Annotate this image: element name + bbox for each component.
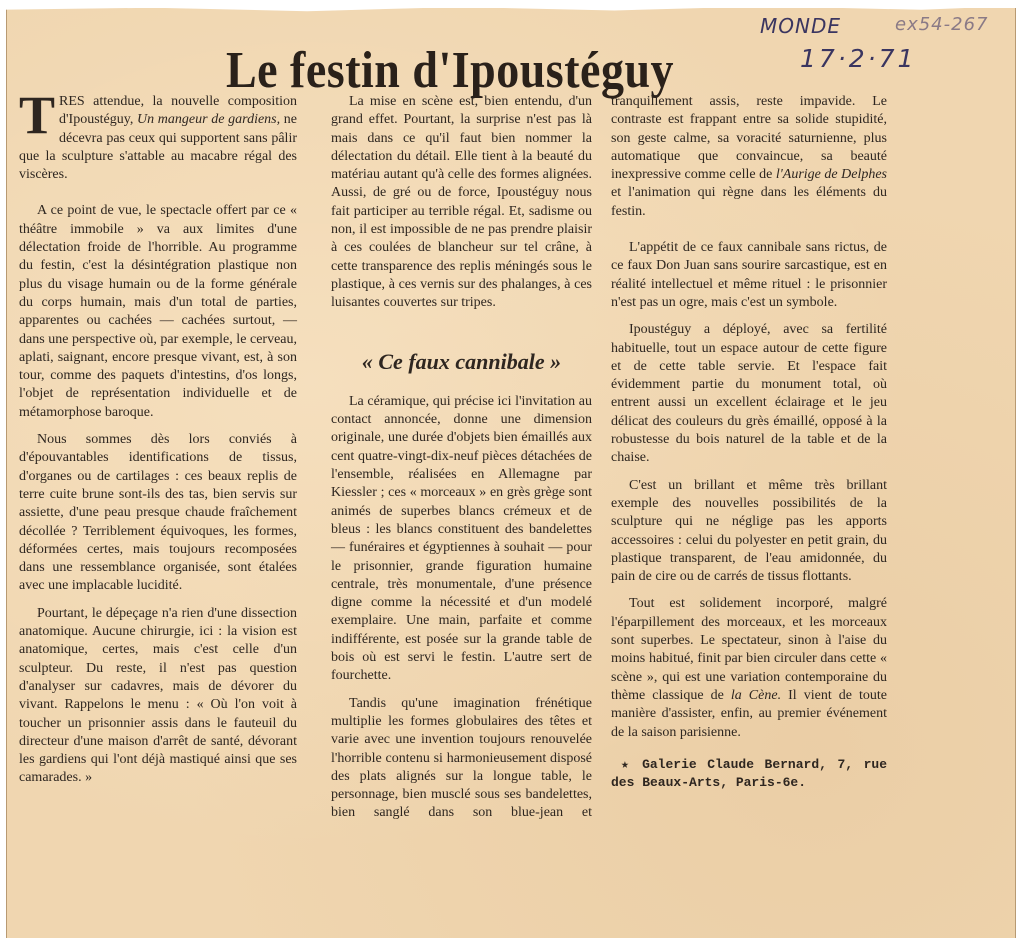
section-subheading — [331, 348, 592, 374]
article-paragraph — [19, 202, 297, 422]
article-column-3 — [611, 93, 887, 805]
paragraph-text: La mise en scène est, bien entendu, d'un grand effet. Pourtant, la surprise n'est pas là mais dans ce qu'il faut bien nommer la délectation du détail. Elle tient à la beauté du matériau autant qu'à celle des formes alignées. Aussi, de gré ou de force, Ipoustéguy nous fait participer au terrible régal. Et, sadisme ou non, il est impossible de ne pas prendre plaisir à ces coulées de blancheur sur tel crâne, à cette transparence des replis méningés sous le plastique, à ces vernis sur des phalanges, à ces luisantes couvertes sur tripes. — [331, 94, 592, 311]
article-paragraph — [611, 93, 887, 221]
handwritten-source: MONDE — [760, 14, 841, 38]
handwritten-reference: ex54-267 — [895, 14, 989, 35]
paragraph-text: RES attendue, la nouvelle composition d'Ipoustéguy, — [59, 94, 297, 128]
paragraph-text: Ipoustéguy a déployé, avec sa fertilité habituelle, tout un espace autour de cette figure et de cette table servie. Et l'espace fait évidemment partie du monument total, où entrent aussi un excellent éclairage et le jeu délicat des couleurs du grès émaillé, opposé à la robustesse du bois naturel de la table et de la chaise. — [611, 322, 887, 466]
italic-title-text: la Cène. — [730, 687, 782, 703]
paragraph-text: C'est un brillant et même très brillant exemple des nouvelles possibilités de la sculpture qui ne néglige pas les apports accessoires : celui du polyester en petit grain, du plastique transparent, de l'eau amidonnée, du pain de cire ou de carrés de tissus flottants. — [611, 477, 887, 585]
article-column-2 — [331, 93, 592, 832]
article-paragraph — [19, 605, 297, 788]
paragraph-text: Nous sommes dès lors conviés à d'épouvantables identifications de tissus, d'organes ou de cartilages : ces beaux replis de terre cuite brune sont-ils des tas, bien servis sur assiette, d'une peau presque chaude fraîchement décollée ? Terriblement équivoques, les formes, déformées certes, mais toujours recomposées dans une ressemblance organisée, sont étalées avec une implacable lucidité. — [19, 432, 297, 594]
paragraph-text: L'appétit de ce faux cannibale sans rictus, de ce faux Don Juan sans sourire sarcastique, est en réalité intellectuel et même rituel : le prisonnier n'est pas un ogre, mais c'est un symbole. — [611, 240, 887, 310]
article-paragraph — [331, 393, 592, 686]
paragraph-text: A ce point de vue, le spectacle offert par ce « théâtre immobile » va aux limites d'une délectation froide de l'horrible. Au programme du festin, c'est la désintégration plastique non plus du visage humain ou de la forme générale du corps humain, mais d'un total de parties, apparentes ou cachées — cachées surtout, — dans une perspective où, par exemple, le cerveau, aplati, saignant, encore presque vivant, est, à son tour, comme des paquets d'intestins, d'os longs, l'objet de représentation individuelle et de métamorphose baroque. — [19, 203, 297, 420]
paragraph-text: Tout est solidement incorporé, malgré l'éparpillement des morceaux, et les morceaux sont superbes. Le spectateur, sinon à l'aise du moins habitué, finit par bien circuler dans cette « scène », qui est une variation contemporaine du thème classique de — [611, 596, 887, 703]
italic-title-text: l'Aurige de Delphes — [775, 167, 887, 183]
article-paragraph — [19, 431, 297, 596]
article-paragraph — [611, 477, 887, 587]
paragraph-text: Il vient de toute manière d'assister, enfin, au premier événement de la saison parisienne. — [611, 687, 887, 740]
article-paragraph — [611, 239, 887, 312]
article-column-1 — [19, 85, 298, 797]
article-paragraph — [611, 595, 887, 741]
paragraph-text: Pourtant, le dépeçage n'a rien d'une dissection anatomique. Aucune chirurgie, ici : la vision est anatomique, certes, mais c'est celle d'un sculpteur. Du reste, il n'est pas question d'analyser sur cadavres, mais de dévorer du vivant. Rappelons le menu : « Où l'on voit à toucher un prisonnier assis dans le fauteuil du directeur d'une maison d'arrêt de santé, dévorant les gardiens qui l'ont déjà mastiqué ainsi que ses camarades. » — [19, 605, 297, 786]
article-paragraph — [19, 85, 298, 184]
gallery-footnote — [611, 756, 887, 792]
paragraph-text: La céramique, qui précise ici l'invitation au contact annoncée, donne une dimension originale, une durée d'objets bien émaillés aux cent quatre-vingt-dix-neuf pièces détachées de l'ensemble, réalisées en Allemagne par Kiessler ; ces « morceaux » en grès grège sont animés de superbes blancs crémeux et de bleus : les blancs constituent des bandelettes — funéraires et égyptiennes à souhait — pour le prisonnier, grande figuration humaine centrale, très monumentale, d'une présence digne comme la nécessité et d'un modelé exemplaire. Une main, parfaite et comme indifférente, est posée sur la grande table de bois où est servi le festin. L'autre sert de fourchette. — [331, 393, 592, 684]
paragraph-text: ★ Galerie Claude Bernard, 7, rue des Beaux-Arts, Paris-6e. — [611, 756, 887, 790]
handwritten-date: 17·2·71 — [800, 44, 917, 73]
paragraph-text: tranquillement assis, reste impavide. Le contraste est frappant entre sa solide stupidité, son geste calme, sa voracité saturnienne, plus automatique que convaincue, sa beauté inexpressive comme celle de — [611, 94, 887, 183]
paragraph-text: et l'animation qui règne dans les éléments du festin. — [611, 185, 887, 219]
italic-title-text: Un mangeur de gardiens, — [137, 112, 281, 128]
paragraph-text: « Ce faux cannibale » — [361, 348, 562, 374]
article-title: Le festin d'Ipoustéguy — [225, 40, 675, 98]
paragraph-text: ne décevra pas ceux qui supportent sans pâlir que la sculpture s'attable au macabre régal des viscères. — [19, 112, 298, 183]
paragraph-text: Tandis qu'une imagination frénétique multiplie les formes globulaires des têtes et varie avec une invention toujours renouvelée l'horrible contenu si harmonieusement disposé des plats alignés sur la longue table, le personnage, bien musclé sous ses bandelettes, bien sanglé dans son blue-jean et — [331, 695, 592, 821]
drop-cap: T — [19, 85, 56, 145]
article-paragraph — [611, 321, 887, 467]
article-paragraph — [331, 93, 592, 313]
article-paragraph — [331, 695, 592, 823]
